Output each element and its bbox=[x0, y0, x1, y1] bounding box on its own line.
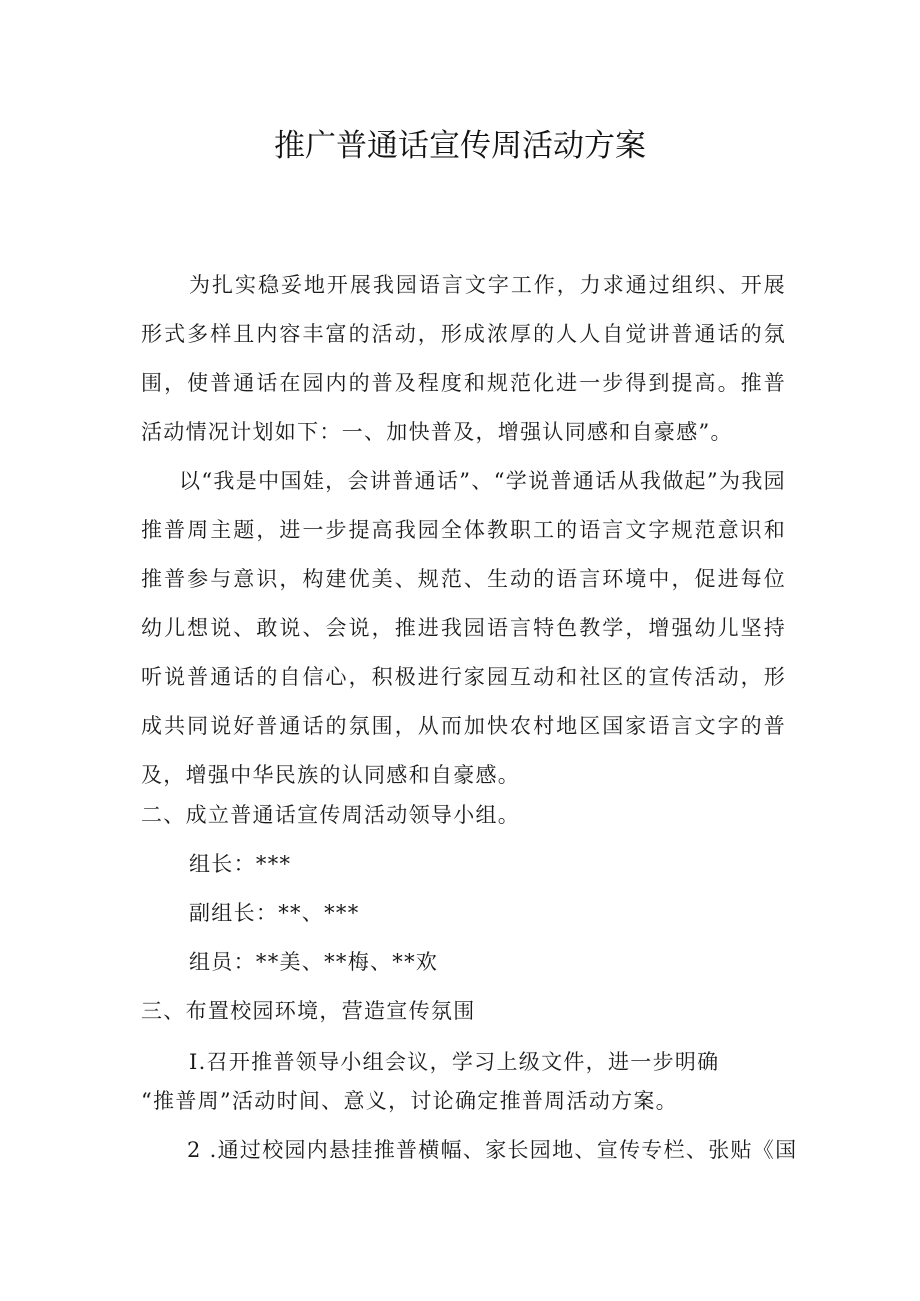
document-title: 推广普通话宣传周活动方案 bbox=[274, 128, 646, 164]
list-item-1-line-2: “推普周”活动时间、意义，讨论确定推普周活动方案。 bbox=[141, 1089, 678, 1113]
intro-paragraph: 为扎实稳妥地开展我园语言文字工作，力求通过组织、开展形式多样且内容丰富的活动，形成浓厚的人人自觉讲普通话的氛围，使普通话在园内的普及程度和规范化进一步得到提高。推普活动情况计划如下：一、加快普及，增强认同感和自豪感”。 bbox=[141, 273, 786, 444]
list-item-1-line-1: I.召开推普领导小组会议，学习上级文件，进一步明确 bbox=[189, 1050, 720, 1074]
group-leader: 组长：*** bbox=[189, 852, 292, 876]
theme-paragraph: 以“我是中国娃，会讲普通话”、“学说普通话从我做起”为我园推普周主题，进一步提高我园全体教职工的语言文字规范意识和推普参与意识，构建优美、规范、生动的语言环境中，促进每位幼儿想说、敢说、会说，推进我园语言特色教学，增强幼儿坚持听说普通话的自信心，积极进行家园互动和社区的宣传活动，形成共同说好普通话的氛围，从而加快农村地区国家语言文字的普及，增强中华民族的认同感和自豪感。 bbox=[141, 469, 786, 787]
group-vice-leader: 副组长：**、*** bbox=[189, 901, 360, 925]
list-item-2: 2 .通过校园内悬挂推普横幅、家长园地、宣传专栏、张贴《国 bbox=[187, 1138, 798, 1162]
section-heading-leadership-group: 二、成立普通话宣传周活动领导小组。 bbox=[141, 803, 521, 827]
section-heading-campus-environment: 三、布置校园环境，营造宣传氛围 bbox=[141, 999, 476, 1023]
group-members: 组员：**美、**梅、**欢 bbox=[189, 950, 439, 974]
